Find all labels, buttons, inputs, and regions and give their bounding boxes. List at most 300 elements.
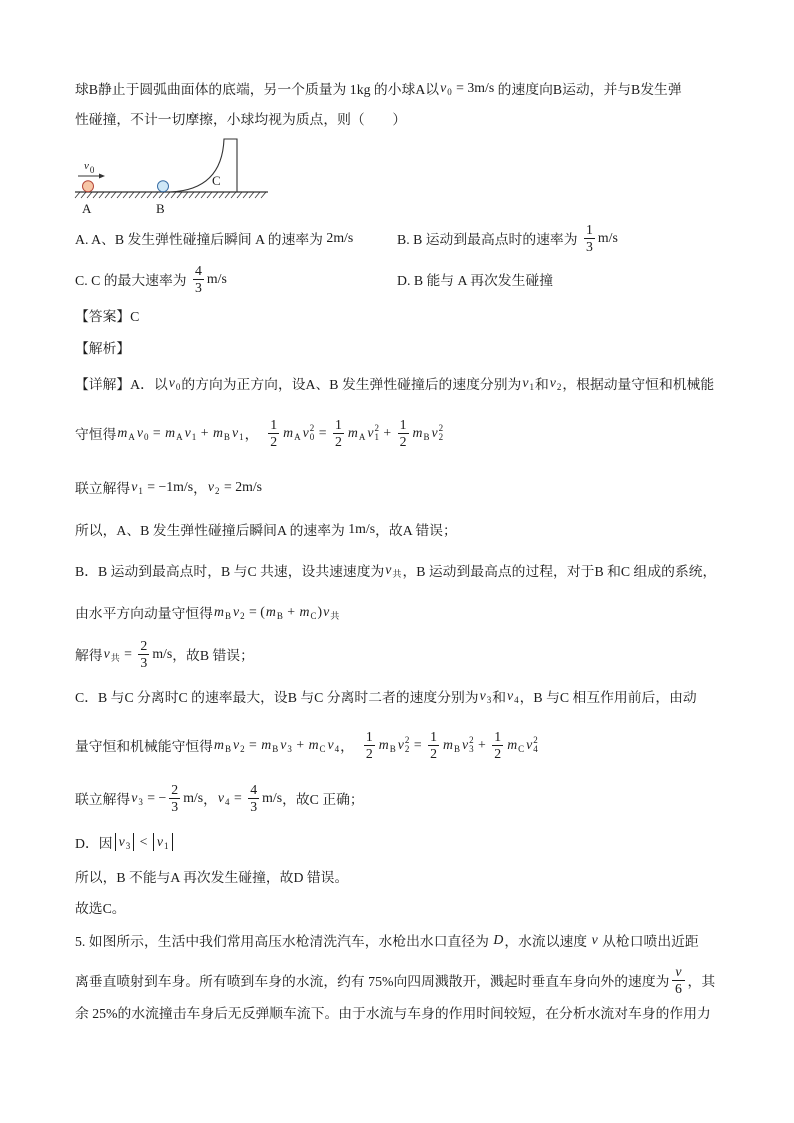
math-variable xyxy=(261,736,278,754)
math-variable xyxy=(137,424,149,442)
script-stack xyxy=(240,603,245,621)
script-stack xyxy=(320,736,326,754)
text-run: 所以，A、B 发生弹性碰撞后瞬间A 的速率为 xyxy=(75,523,349,538)
text-run: 和 xyxy=(534,377,549,392)
subscript: A xyxy=(294,432,301,442)
variable-base: v xyxy=(280,737,287,752)
script-stack xyxy=(272,736,278,754)
fraction xyxy=(268,417,279,450)
subscript: 2 xyxy=(438,432,444,442)
math-variable xyxy=(522,374,534,392)
text-run: 所以，B 不能与A 再次发生碰撞，故D 错误。 xyxy=(75,870,349,885)
script-stack xyxy=(311,603,317,621)
text-run: 的方向为正方向，设A、B 发生弹性碰撞后的速度分别为 xyxy=(181,377,522,392)
script-stack xyxy=(390,736,396,754)
math-variable xyxy=(119,833,131,851)
variable-base: m xyxy=(213,604,224,619)
velocity-label xyxy=(83,158,95,174)
variable-base: v xyxy=(168,375,175,390)
solution-line-7 xyxy=(75,637,254,670)
script-stack xyxy=(374,424,379,442)
math-text: < xyxy=(136,834,151,849)
math-text: 1 xyxy=(334,416,342,432)
fraction xyxy=(428,729,439,762)
script-stack xyxy=(128,424,135,442)
fraction-denominator xyxy=(675,981,682,997)
solution-line-5 xyxy=(75,560,716,580)
math-text: 1m/s xyxy=(348,521,376,536)
velocity-arrow-head xyxy=(99,174,105,179)
math-text: 1 xyxy=(585,221,593,237)
text-run: 余 25%的水流撞击车身后无反弹顺车流下。由于水流与车身的作用时间较短，在分析水流对车身的作用力 xyxy=(75,1006,711,1021)
math-text: + xyxy=(197,425,212,440)
text-run: ，故A 错误； xyxy=(375,523,457,538)
script-stack xyxy=(487,687,492,705)
script-stack xyxy=(176,374,181,392)
variable-base: m xyxy=(299,604,310,619)
option-d xyxy=(397,269,553,289)
subscript: B xyxy=(224,611,231,621)
math-text: 1 xyxy=(270,416,278,432)
text-run: 解得 xyxy=(75,648,103,663)
math-text: 3 xyxy=(194,279,202,295)
variable-base: v xyxy=(131,790,138,805)
subscript: 3 xyxy=(469,744,474,754)
q4-stem-line-2 xyxy=(75,108,406,128)
variable-base: m xyxy=(117,425,128,440)
script-stack xyxy=(111,645,120,663)
variable-base: v xyxy=(461,737,469,752)
script-stack xyxy=(138,478,143,496)
script-stack xyxy=(126,833,131,851)
text-run: 从枪口喷出近距 xyxy=(598,934,699,949)
math-text: = ( xyxy=(245,604,265,619)
script-stack xyxy=(557,374,562,392)
text-run: 由水平方向动量守恒得 xyxy=(75,606,213,621)
math-text: 3 xyxy=(140,654,148,670)
ball-a-label: A xyxy=(82,201,92,216)
text-run: 联立解得 xyxy=(75,792,131,807)
text-run: 故选C。 xyxy=(75,901,126,916)
text-run: 量守恒和机械能守恒得 xyxy=(75,739,213,754)
superscript: 2 xyxy=(469,735,474,745)
subscript: 4 xyxy=(225,797,230,807)
script-stack xyxy=(239,424,244,442)
fraction-denominator xyxy=(250,799,257,815)
fraction-numerator xyxy=(672,964,684,981)
subscript: 0 xyxy=(175,382,181,392)
math-variable xyxy=(493,932,503,948)
variable-base: v xyxy=(440,80,447,95)
variable-base: v xyxy=(385,562,392,577)
math-text: m/s xyxy=(597,230,618,245)
script-stack xyxy=(240,736,245,754)
math-variable xyxy=(266,603,283,621)
subscript: 共 xyxy=(392,569,402,579)
variable-base: v xyxy=(118,834,125,849)
math-text: 2 xyxy=(334,433,342,449)
variable-base: v xyxy=(184,425,191,440)
collision-diagram xyxy=(70,135,280,205)
curved-block-c xyxy=(170,139,237,192)
subscript: 2 xyxy=(215,486,220,496)
math-text: = xyxy=(149,425,165,440)
fraction-denominator xyxy=(494,746,501,762)
subscript: 3 xyxy=(125,841,131,851)
script-stack xyxy=(392,561,401,579)
text-run: C．B 与C 分离时C 的速率最大，设B 与C 分离时二者的速度分别为 xyxy=(75,690,479,705)
fraction-numerator xyxy=(492,729,503,746)
text-run: B．B 运动到最高点时，B 与C 共速，设共速速度为 xyxy=(75,564,385,579)
math-variable xyxy=(462,736,474,754)
math-variable xyxy=(185,424,197,442)
superscript: 2 xyxy=(404,735,410,745)
subscript: 0 xyxy=(89,165,95,175)
math-text: m/s xyxy=(183,790,204,805)
subscript: 4 xyxy=(533,744,538,754)
subscript: C xyxy=(310,611,317,621)
variable-base: m xyxy=(265,604,276,619)
fraction xyxy=(584,222,595,255)
variable-base: m xyxy=(283,425,294,440)
text-run: 离垂直喷射到车身。所有喷到车身的水流，约有 75%向四周溅散开，溅起时垂直车身向外的速度为 xyxy=(75,974,670,989)
math-variable xyxy=(507,736,524,754)
math-text: 2 xyxy=(399,433,407,449)
math-variable xyxy=(233,736,245,754)
variable-base: v xyxy=(327,737,334,752)
math-variable xyxy=(328,736,340,754)
math-text: m/s xyxy=(206,271,227,286)
solution-line-12 xyxy=(75,866,348,886)
fraction xyxy=(248,782,259,815)
script-stack xyxy=(533,736,538,754)
math-text: 6 xyxy=(675,980,682,996)
math-text: = 3m/s xyxy=(452,80,495,95)
text-run: ，水流以速度 xyxy=(504,934,591,949)
fraction xyxy=(138,638,149,671)
variable-base: D xyxy=(493,932,504,947)
subscript: 0 xyxy=(447,87,452,97)
variable-base: m xyxy=(261,737,272,752)
math-variable xyxy=(283,424,300,442)
math-variable xyxy=(675,964,681,980)
script-stack xyxy=(287,736,292,754)
math-variable xyxy=(213,424,230,442)
variable-base: v xyxy=(131,479,138,494)
script-stack xyxy=(90,157,95,175)
subscript: 1 xyxy=(138,486,143,496)
math-variable xyxy=(131,789,143,807)
text-run: ， xyxy=(203,792,217,807)
math-text: 4 xyxy=(250,781,258,797)
superscript: 2 xyxy=(438,423,444,433)
fraction-numerator xyxy=(398,417,409,434)
text-run: ，其 xyxy=(687,974,716,989)
script-stack xyxy=(447,79,452,97)
math-text: = 2m/s xyxy=(220,479,263,494)
variable-base: v xyxy=(156,834,163,849)
script-stack xyxy=(335,736,340,754)
subscript: B xyxy=(276,611,283,621)
subscript: 2 xyxy=(404,744,410,754)
subscript: A xyxy=(176,432,183,442)
math-text: + xyxy=(379,425,395,440)
script-stack xyxy=(529,374,534,392)
math-variable xyxy=(233,603,245,621)
fraction-denominator xyxy=(335,434,342,450)
variable-base: v xyxy=(522,375,529,390)
math-variable xyxy=(214,603,231,621)
text-run: D．因 xyxy=(75,836,113,851)
variable-base: v xyxy=(103,646,110,661)
subscript: B xyxy=(224,744,231,754)
math-text: + xyxy=(283,604,299,619)
variable-base: v xyxy=(231,425,239,440)
subscript: 0 xyxy=(309,432,315,442)
text-run: A. A、B 发生弹性碰撞后瞬间 A 的速率为 xyxy=(75,232,327,247)
script-stack xyxy=(518,736,524,754)
math-text: = xyxy=(120,646,136,661)
math-variable xyxy=(507,687,519,705)
math-text: 3 xyxy=(171,798,179,814)
math-text: + xyxy=(292,737,308,752)
script-stack xyxy=(224,424,230,442)
text-run: ， xyxy=(340,739,361,754)
text-run: 【答案】C xyxy=(75,309,140,324)
solution-line-4 xyxy=(75,519,457,539)
subscript: 2 xyxy=(240,744,245,754)
math-variable xyxy=(367,424,379,442)
math-text: 3 xyxy=(250,798,258,814)
variable-base: m xyxy=(212,425,223,440)
script-stack xyxy=(164,833,169,851)
math-variable xyxy=(232,424,244,442)
subscript: B xyxy=(389,744,396,754)
script-stack xyxy=(514,687,519,705)
superscript: 2 xyxy=(309,423,315,433)
math-variable xyxy=(131,478,143,496)
variable-base: v xyxy=(675,963,682,979)
math-variable xyxy=(84,157,94,175)
ball-b-label: B xyxy=(156,201,165,216)
analysis-heading xyxy=(75,337,130,357)
fraction-denominator xyxy=(430,746,437,762)
math-variable xyxy=(385,561,401,579)
math-text: + xyxy=(474,737,490,752)
fraction-numerator xyxy=(428,729,439,746)
variable-base: v xyxy=(323,604,330,619)
solution-line-9 xyxy=(75,728,539,761)
math-variable xyxy=(218,789,230,807)
script-stack xyxy=(469,736,474,754)
script-stack xyxy=(225,736,231,754)
subscript: 0 xyxy=(143,432,149,442)
variable-base: v xyxy=(232,604,240,619)
math-variable xyxy=(443,736,460,754)
fraction xyxy=(193,263,204,296)
text-run: ，故C 正确； xyxy=(282,792,364,807)
block-c-label: C xyxy=(212,173,221,188)
q5-stem-line-3 xyxy=(75,1002,711,1022)
ground-hatching xyxy=(75,192,266,198)
math-text: = xyxy=(230,790,246,805)
math-text: 2 xyxy=(494,745,502,761)
option-b xyxy=(397,221,618,254)
variable-base: m xyxy=(308,737,319,752)
script-stack xyxy=(405,736,410,754)
math-text: = − xyxy=(143,790,167,805)
fraction-numerator xyxy=(169,782,180,799)
variable-base: m xyxy=(442,737,453,752)
fraction-denominator xyxy=(586,239,593,255)
variable-base: v xyxy=(397,737,404,752)
subscript: C xyxy=(518,744,525,754)
text-run: 性碰撞，不计一切摩擦，小球均视为质点，则（ ） xyxy=(75,112,407,127)
fraction-denominator xyxy=(270,434,277,450)
script-stack xyxy=(225,789,230,807)
subscript: 3 xyxy=(138,797,143,807)
math-variable xyxy=(550,374,562,392)
subscript: 1 xyxy=(239,432,244,442)
fraction-numerator xyxy=(584,222,595,239)
subscript: 1 xyxy=(374,432,379,442)
fraction xyxy=(492,729,503,762)
math-variable xyxy=(398,736,410,754)
math-variable xyxy=(300,603,317,621)
subscript: 2 xyxy=(240,611,245,621)
subscript: 3 xyxy=(486,695,492,705)
script-stack xyxy=(439,424,444,442)
absolute-value xyxy=(153,833,173,851)
fraction-numerator xyxy=(268,417,279,434)
math-text: 2 xyxy=(365,745,373,761)
variable-base: m xyxy=(412,425,423,440)
variable-base: m xyxy=(378,737,389,752)
subscript: 共 xyxy=(110,653,120,663)
solution-line-3 xyxy=(75,477,262,497)
script-stack xyxy=(215,478,220,496)
fraction xyxy=(672,964,684,997)
script-stack xyxy=(277,603,283,621)
math-text: 4 xyxy=(194,262,202,278)
text-run: 联立解得 xyxy=(75,481,131,496)
variable-base: v xyxy=(507,688,514,703)
subscript: B xyxy=(272,744,279,754)
variable-base: v xyxy=(431,425,438,440)
math-text: ) xyxy=(317,604,323,619)
variable-base: v xyxy=(549,375,556,390)
math-variable xyxy=(323,603,339,621)
variable-base: v xyxy=(84,160,89,172)
subscript: B xyxy=(423,432,430,442)
math-variable xyxy=(413,424,430,442)
subscript: 共 xyxy=(330,611,340,621)
text-run: 守恒得 xyxy=(75,427,117,442)
text-run: C. C 的最大速率为 xyxy=(75,273,190,288)
text-run: D. B 能与 A 再次发生碰撞 xyxy=(397,273,553,288)
fraction-numerator xyxy=(248,782,259,799)
math-variable xyxy=(214,736,231,754)
math-text: 1 xyxy=(365,728,373,744)
text-run: ， xyxy=(244,427,266,442)
subscript: 4 xyxy=(514,695,519,705)
fraction-numerator xyxy=(364,729,375,746)
script-stack xyxy=(192,424,197,442)
text-run: 和 xyxy=(492,690,507,705)
subscript: A xyxy=(128,432,135,442)
variable-base: m xyxy=(347,425,358,440)
fraction xyxy=(169,782,180,815)
fraction-denominator xyxy=(171,799,178,815)
math-variable xyxy=(432,424,444,442)
math-variable xyxy=(169,374,181,392)
option-c xyxy=(75,262,227,295)
fraction-denominator xyxy=(366,746,373,762)
script-stack xyxy=(138,789,143,807)
math-text: 1 xyxy=(399,416,407,432)
solution-line-8 xyxy=(75,686,697,706)
subscript: 1 xyxy=(164,841,169,851)
math-text: = xyxy=(315,425,330,440)
script-stack xyxy=(225,603,231,621)
math-text: 1 xyxy=(430,728,437,744)
math-text: 2 xyxy=(430,745,437,761)
text-run: B. B 运动到最高点时的速率为 xyxy=(397,232,581,247)
subscript: C xyxy=(319,744,326,754)
subscript: B xyxy=(453,744,460,754)
subscript: 1 xyxy=(529,382,534,392)
subscript: 1 xyxy=(191,432,197,442)
fraction-denominator xyxy=(400,434,407,450)
math-variable xyxy=(208,478,220,496)
subscript: 4 xyxy=(334,744,340,754)
solution-line-2 xyxy=(75,416,444,449)
variable-base: v xyxy=(207,479,215,494)
script-stack xyxy=(330,603,339,621)
math-variable xyxy=(280,736,292,754)
text-run: ， xyxy=(193,481,207,496)
q5-stem-line-2 xyxy=(75,963,716,996)
absolute-value xyxy=(115,833,135,851)
math-text: = −1m/s xyxy=(143,479,194,494)
math-text: 3 xyxy=(585,238,593,254)
solution-line-1 xyxy=(75,373,714,393)
script-stack xyxy=(144,424,149,442)
script-stack xyxy=(176,424,183,442)
subscript: 3 xyxy=(287,744,292,754)
script-stack xyxy=(454,736,460,754)
math-variable xyxy=(440,79,452,97)
fraction xyxy=(398,417,409,450)
variable-base: m xyxy=(165,425,176,440)
superscript: 2 xyxy=(374,423,379,433)
variable-base: v xyxy=(367,425,374,440)
variable-base: m xyxy=(507,737,518,752)
text-run: ，B 与C 相互作用前后，由动 xyxy=(519,690,697,705)
variable-base: v xyxy=(526,737,533,752)
subscript: A xyxy=(358,432,366,442)
text-run: 5. 如图所示，生活中我们常用高压水枪清洗汽车，水枪出水口直径为 xyxy=(75,934,493,949)
fraction-denominator xyxy=(195,280,202,296)
script-stack xyxy=(359,424,366,442)
math-variable xyxy=(379,736,396,754)
math-variable xyxy=(480,687,492,705)
subscript: 2 xyxy=(556,382,562,392)
ball-b xyxy=(158,181,169,192)
q4-stem-line-1 xyxy=(75,78,682,98)
script-stack xyxy=(424,424,430,442)
math-text: 2 xyxy=(171,781,179,797)
